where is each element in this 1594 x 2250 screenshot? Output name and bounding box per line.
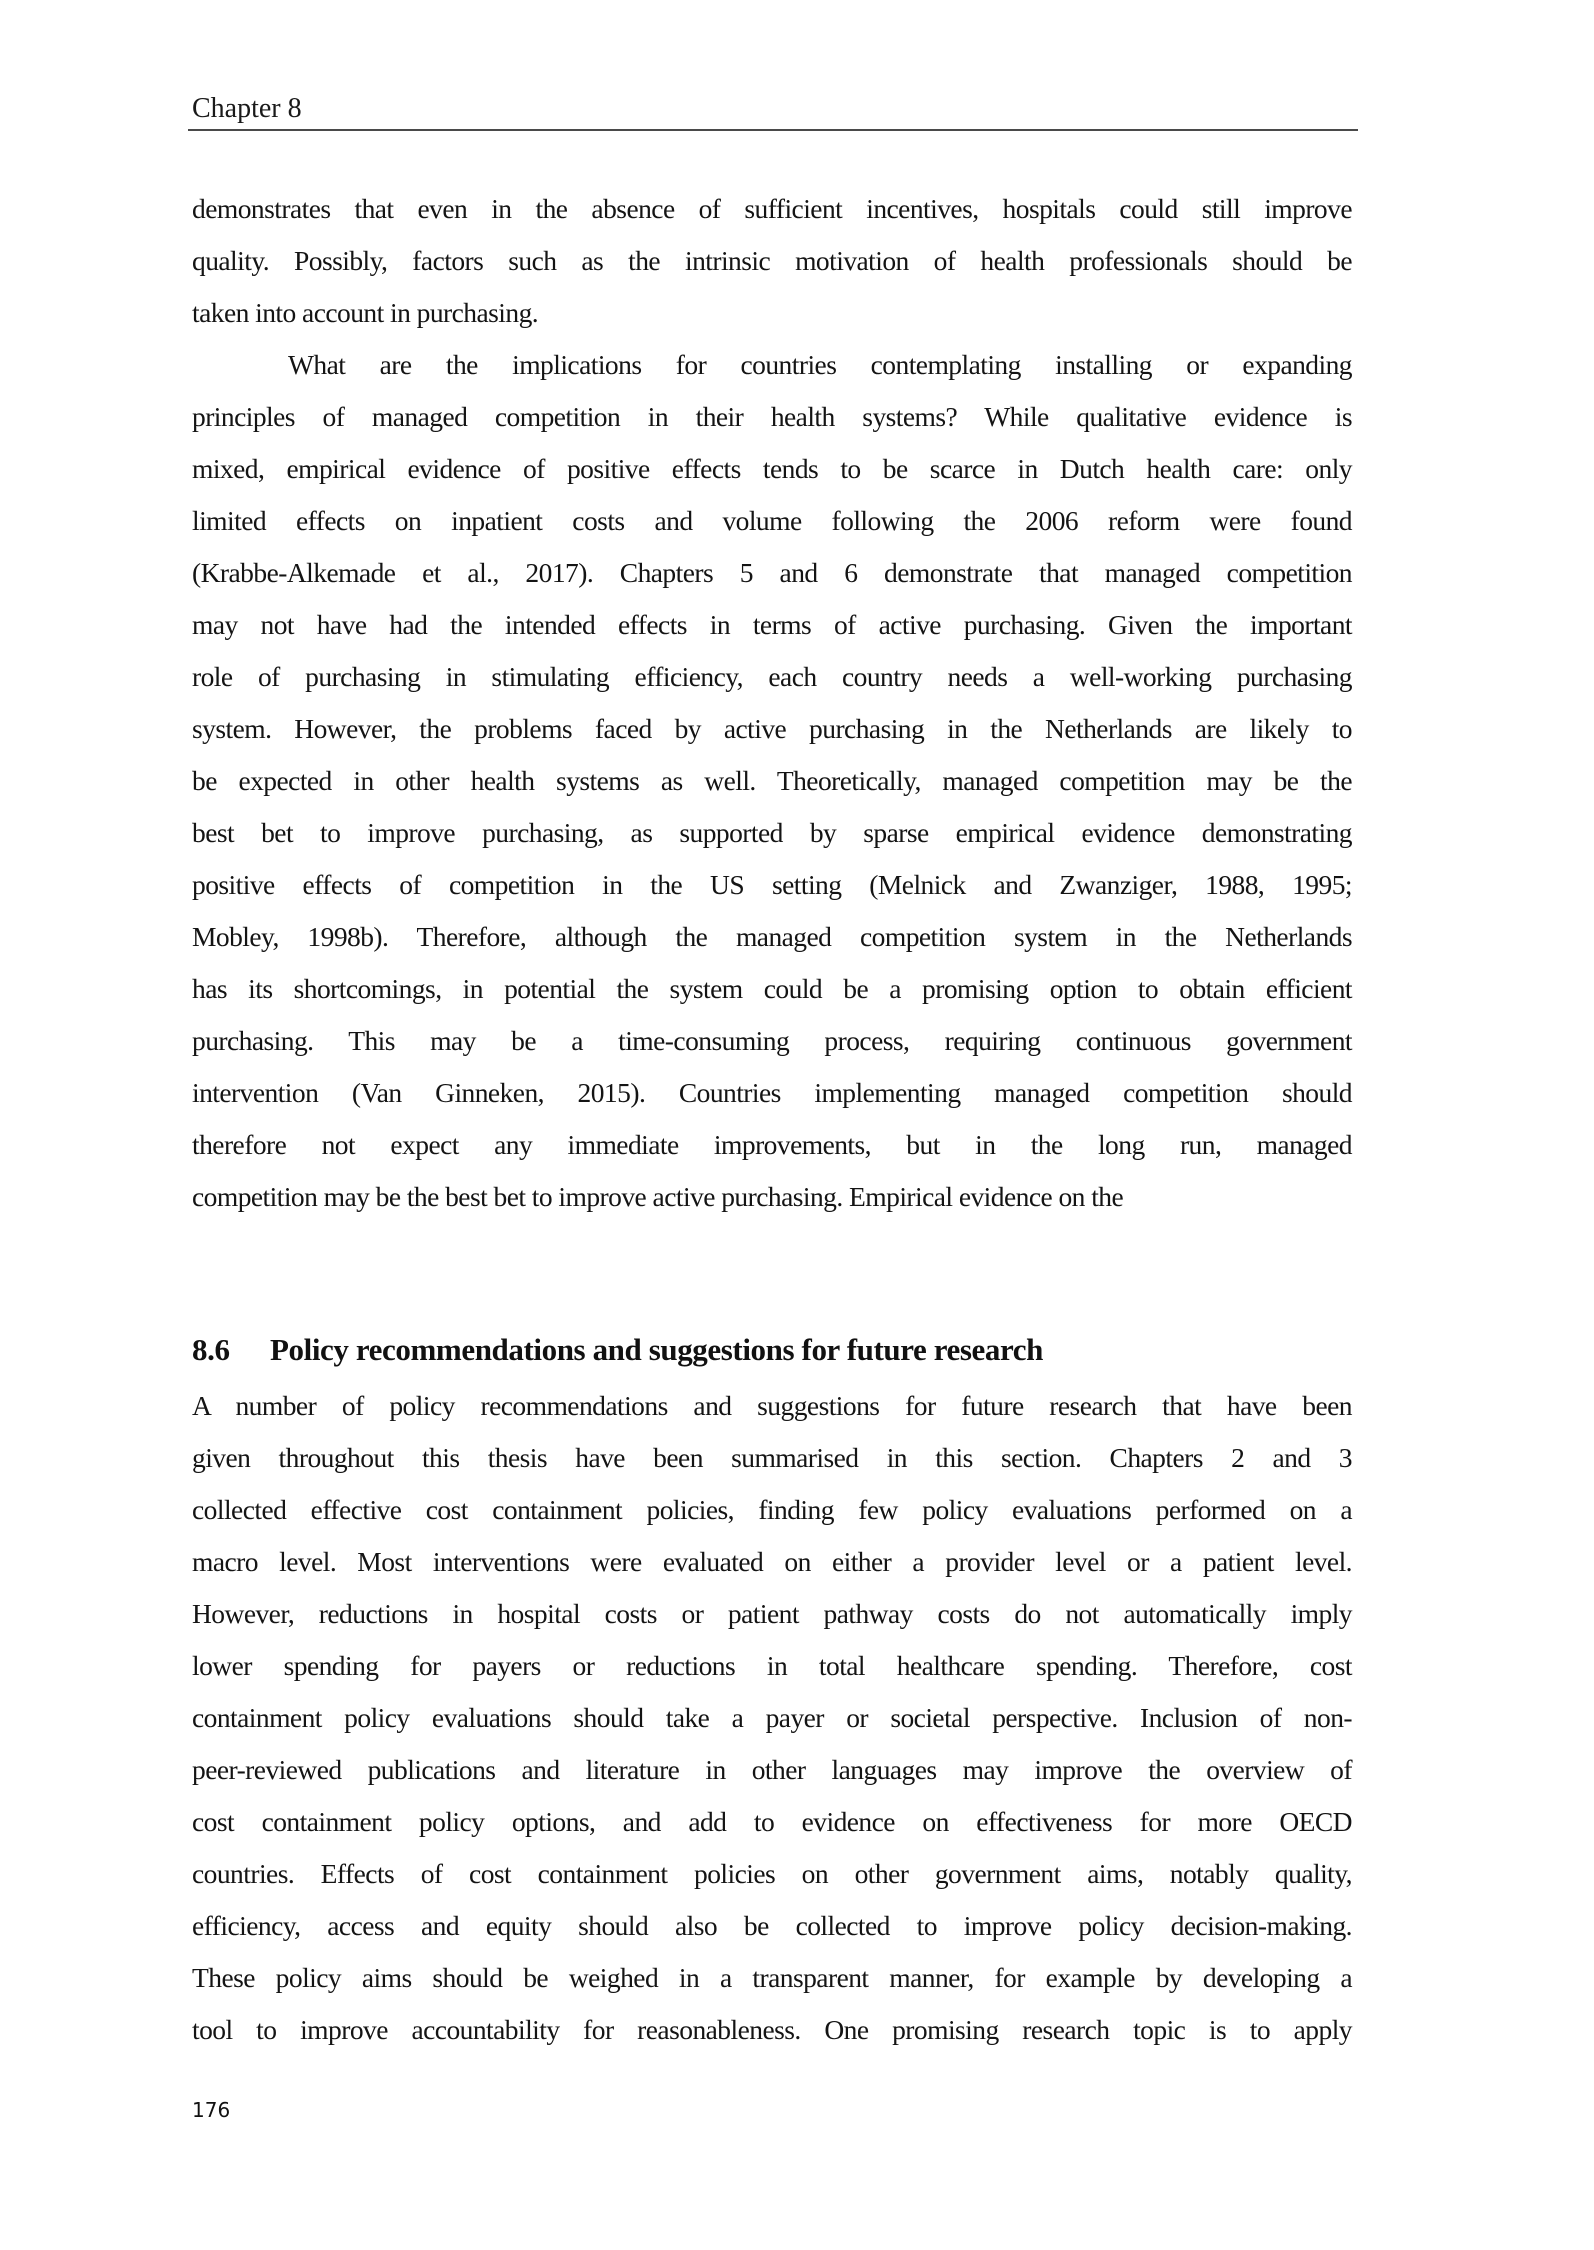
running-header: Chapter 8 xyxy=(192,93,302,124)
text-line: limited effects on inpatient costs and volume following the 2006 reform were found xyxy=(192,505,1352,536)
text-line: macro level. Most interventions were evaluated on either a provider level or a patient level. xyxy=(192,1546,1352,1577)
text-line: lower spending for payers or reductions in total healthcare spending. Therefore, cost xyxy=(192,1650,1352,1681)
text-line: quality. Possibly, factors such as the intrinsic motivation of health professionals should be xyxy=(192,245,1352,276)
text-line: therefore not expect any immediate improvements, but in the long run, managed xyxy=(192,1129,1352,1160)
text-line: role of purchasing in stimulating efficiency, each country needs a well-working purchasing xyxy=(192,661,1352,692)
text-line: Mobley, 1998b). Therefore, although the managed competition system in the Netherlands xyxy=(192,921,1352,952)
text-line: has its shortcomings, in potential the system could be a promising option to obtain efficient xyxy=(192,973,1352,1004)
text-line: efficiency, access and equity should also be collected to improve policy decision-making. xyxy=(192,1910,1352,1941)
text-line: peer-reviewed publications and literature in other languages may improve the overview of xyxy=(192,1754,1352,1785)
text-line: competition may be the best bet to improve active purchasing. Empirical evidence on the xyxy=(192,1181,1124,1212)
header-rule xyxy=(188,129,1358,131)
section-body xyxy=(192,1380,1352,2056)
text-line: principles of managed competition in their health systems? While qualitative evidence is xyxy=(192,401,1352,432)
page-number: 176 xyxy=(192,2098,231,2122)
text-line: tool to improve accountability for reasonableness. One promising research topic is to apply xyxy=(192,2014,1352,2045)
text-line: demonstrates that even in the absence of sufficient incentives, hospitals could still improve xyxy=(192,193,1352,224)
text-line: (Krabbe-Alkemade et al., 2017). Chapters 5 and 6 demonstrate that managed competition xyxy=(192,557,1352,588)
text-line: may not have had the intended effects in terms of active purchasing. Given the important xyxy=(192,609,1352,640)
text-line: However, reductions in hospital costs or patient pathway costs do not automatically imply xyxy=(192,1598,1352,1629)
text-line: best bet to improve purchasing, as supported by sparse empirical evidence demonstrating xyxy=(192,817,1352,848)
text-line: A number of policy recommendations and suggestions for future research that have been xyxy=(192,1390,1352,1421)
text-line: containment policy evaluations should take a payer or societal perspective. Inclusion of non- xyxy=(192,1702,1352,1733)
text-line: be expected in other health systems as well. Theoretically, managed competition may be the xyxy=(192,765,1352,796)
text-line: cost containment policy options, and add to evidence on effectiveness for more OECD xyxy=(192,1806,1352,1837)
text-line: system. However, the problems faced by active purchasing in the Netherlands are likely to xyxy=(192,713,1352,744)
text-line: collected effective cost containment policies, finding few policy evaluations performed on a xyxy=(192,1494,1352,1525)
body-text-continued xyxy=(192,183,1352,1223)
text-line: positive effects of competition in the US setting (Melnick and Zwanziger, 1988, 1995; xyxy=(192,869,1352,900)
text-line: countries. Effects of cost containment policies on other government aims, notably quality, xyxy=(192,1858,1352,1889)
text-line: purchasing. This may be a time-consuming process, requiring continuous government xyxy=(192,1025,1352,1056)
text-line: intervention (Van Ginneken, 2015). Countries implementing managed competition should xyxy=(192,1077,1352,1108)
section-title: Policy recommendations and suggestions for future research xyxy=(270,1332,1044,1367)
text-line: taken into account in purchasing. xyxy=(192,297,539,328)
text-line: given throughout this thesis have been summarised in this section. Chapters 2 and 3 xyxy=(192,1442,1352,1473)
section-number: 8.6 xyxy=(192,1332,230,1367)
text-line: These policy aims should be weighed in a transparent manner, for example by developing a xyxy=(192,1962,1352,1993)
section-heading xyxy=(192,1330,1043,1370)
text-line: mixed, empirical evidence of positive effects tends to be scarce in Dutch health care: only xyxy=(192,453,1352,484)
text-line: What are the implications for countries contemplating installing or expanding xyxy=(288,349,1352,380)
